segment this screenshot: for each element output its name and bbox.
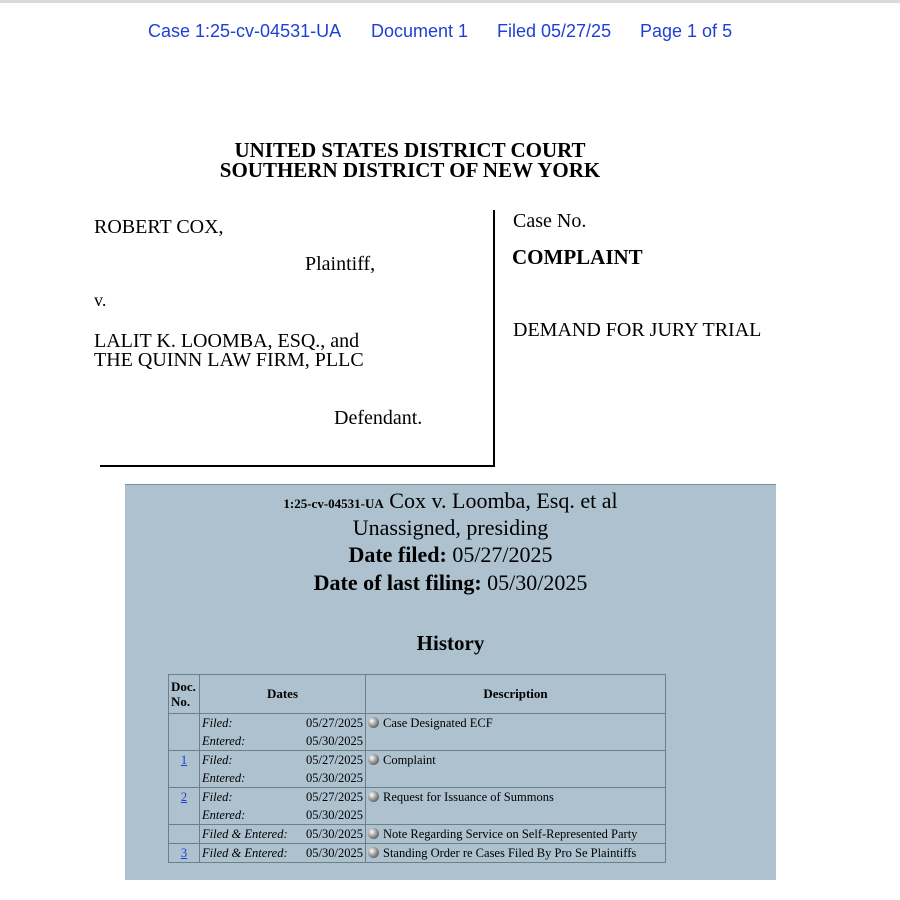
caption-horizontal-rule — [100, 465, 495, 467]
history-table — [168, 674, 666, 863]
table-row — [169, 844, 666, 863]
dates-cell — [200, 751, 366, 788]
doc-number-cell — [169, 714, 200, 751]
date-label: Filed: — [202, 753, 233, 767]
doc-number-link[interactable]: 2 — [180, 790, 188, 804]
header-case-number: Case 1:25-cv-04531-UA — [148, 21, 342, 41]
table-row — [169, 751, 666, 788]
entry-description: Case Designated ECF — [383, 716, 493, 730]
last-filing-value: 05/30/2025 — [487, 570, 588, 595]
table-row — [169, 825, 666, 844]
header-document-number: Document 1 — [371, 21, 469, 41]
date-value: 05/30/2025 — [306, 734, 363, 748]
date-filed-label: Date filed: — [348, 542, 447, 567]
court-name: UNITED STATES DISTRICT COURT — [234, 138, 586, 162]
last-filing-label: Date of last filing: — [313, 570, 482, 595]
date-filed-value: 05/27/2025 — [452, 542, 553, 567]
date-label: Entered: — [202, 734, 246, 748]
date-value: 05/30/2025 — [306, 771, 363, 785]
doc-number-cell — [169, 788, 200, 825]
jury-demand: DEMAND FOR JURY TRIAL — [513, 319, 762, 341]
docket-date-filed — [125, 542, 776, 568]
date-value: 05/30/2025 — [306, 827, 363, 841]
caption-vertical-rule — [493, 210, 495, 466]
date-value: 05/27/2025 — [306, 716, 363, 730]
description-header: Description — [366, 675, 666, 714]
top-border — [0, 0, 900, 3]
description-cell — [366, 714, 666, 751]
docket-case-number: 1:25-cv-04531-UA — [283, 496, 384, 511]
entry-description: Complaint — [383, 753, 436, 767]
doc-number-link[interactable]: 1 — [180, 753, 188, 767]
header-filed-date: Filed 05/27/25 — [497, 21, 612, 41]
doc-number-cell — [169, 825, 200, 844]
date-label: Entered: — [202, 808, 246, 822]
header-page-number: Page 1 of 5 — [640, 21, 733, 41]
defendant-line-1: LALIT K. LOOMBA, ESQ., and — [94, 330, 360, 352]
table-row — [169, 714, 666, 751]
dates-cell — [200, 844, 366, 863]
court-district: SOUTHERN DISTRICT OF NEW YORK — [219, 158, 601, 182]
date-label: Filed: — [202, 716, 233, 730]
versus: v. — [94, 290, 107, 310]
bullet-ball-icon — [368, 847, 379, 858]
date-value: 05/30/2025 — [306, 808, 363, 822]
dates-cell — [200, 714, 366, 751]
docket-stamp — [125, 484, 776, 880]
date-label: Filed & Entered: — [202, 846, 288, 860]
entry-description: Request for Issuance of Summons — [383, 790, 554, 804]
dates-cell — [200, 825, 366, 844]
description-cell — [366, 788, 666, 825]
defendant-names — [94, 332, 364, 370]
plaintiff-role: Plaintiff, — [305, 253, 376, 275]
doc-number-cell — [169, 751, 200, 788]
defendant-line-2: THE QUINN LAW FIRM, PLLC — [94, 349, 364, 371]
history-heading: History — [416, 631, 485, 655]
doc-number-link[interactable]: 3 — [180, 846, 188, 860]
case-number-label: Case No. — [513, 210, 587, 232]
table-row — [169, 788, 666, 825]
description-cell — [366, 844, 666, 863]
entry-description: Note Regarding Service on Self-Represented Party — [383, 827, 638, 841]
plaintiff-name: ROBERT COX, — [94, 216, 224, 238]
history-header-row — [169, 675, 666, 714]
date-label: Filed: — [202, 790, 233, 804]
description-cell — [366, 825, 666, 844]
date-value: 05/27/2025 — [306, 753, 363, 767]
doc-no-header: Doc. No. — [169, 675, 200, 714]
bullet-ball-icon — [368, 754, 379, 765]
court-title — [0, 140, 820, 180]
bullet-ball-icon — [368, 717, 379, 728]
bullet-ball-icon — [368, 791, 379, 802]
dates-cell — [200, 788, 366, 825]
document-type: COMPLAINT — [512, 245, 643, 269]
date-label: Filed & Entered: — [202, 827, 288, 841]
docket-presiding: Unassigned, presiding — [352, 515, 549, 540]
docket-case-title: Cox v. Loomba, Esq. et al — [389, 488, 618, 513]
date-value: 05/27/2025 — [306, 790, 363, 804]
defendant-role: Defendant. — [334, 407, 423, 429]
docket-case-line — [125, 488, 776, 514]
doc-number-cell — [169, 844, 200, 863]
bullet-ball-icon — [368, 828, 379, 839]
date-label: Entered: — [202, 771, 246, 785]
docket-last-filing — [125, 570, 776, 596]
date-value: 05/30/2025 — [306, 846, 363, 860]
description-cell — [366, 751, 666, 788]
dates-header: Dates — [200, 675, 366, 714]
entry-description: Standing Order re Cases Filed By Pro Se Plaintiffs — [383, 846, 637, 860]
